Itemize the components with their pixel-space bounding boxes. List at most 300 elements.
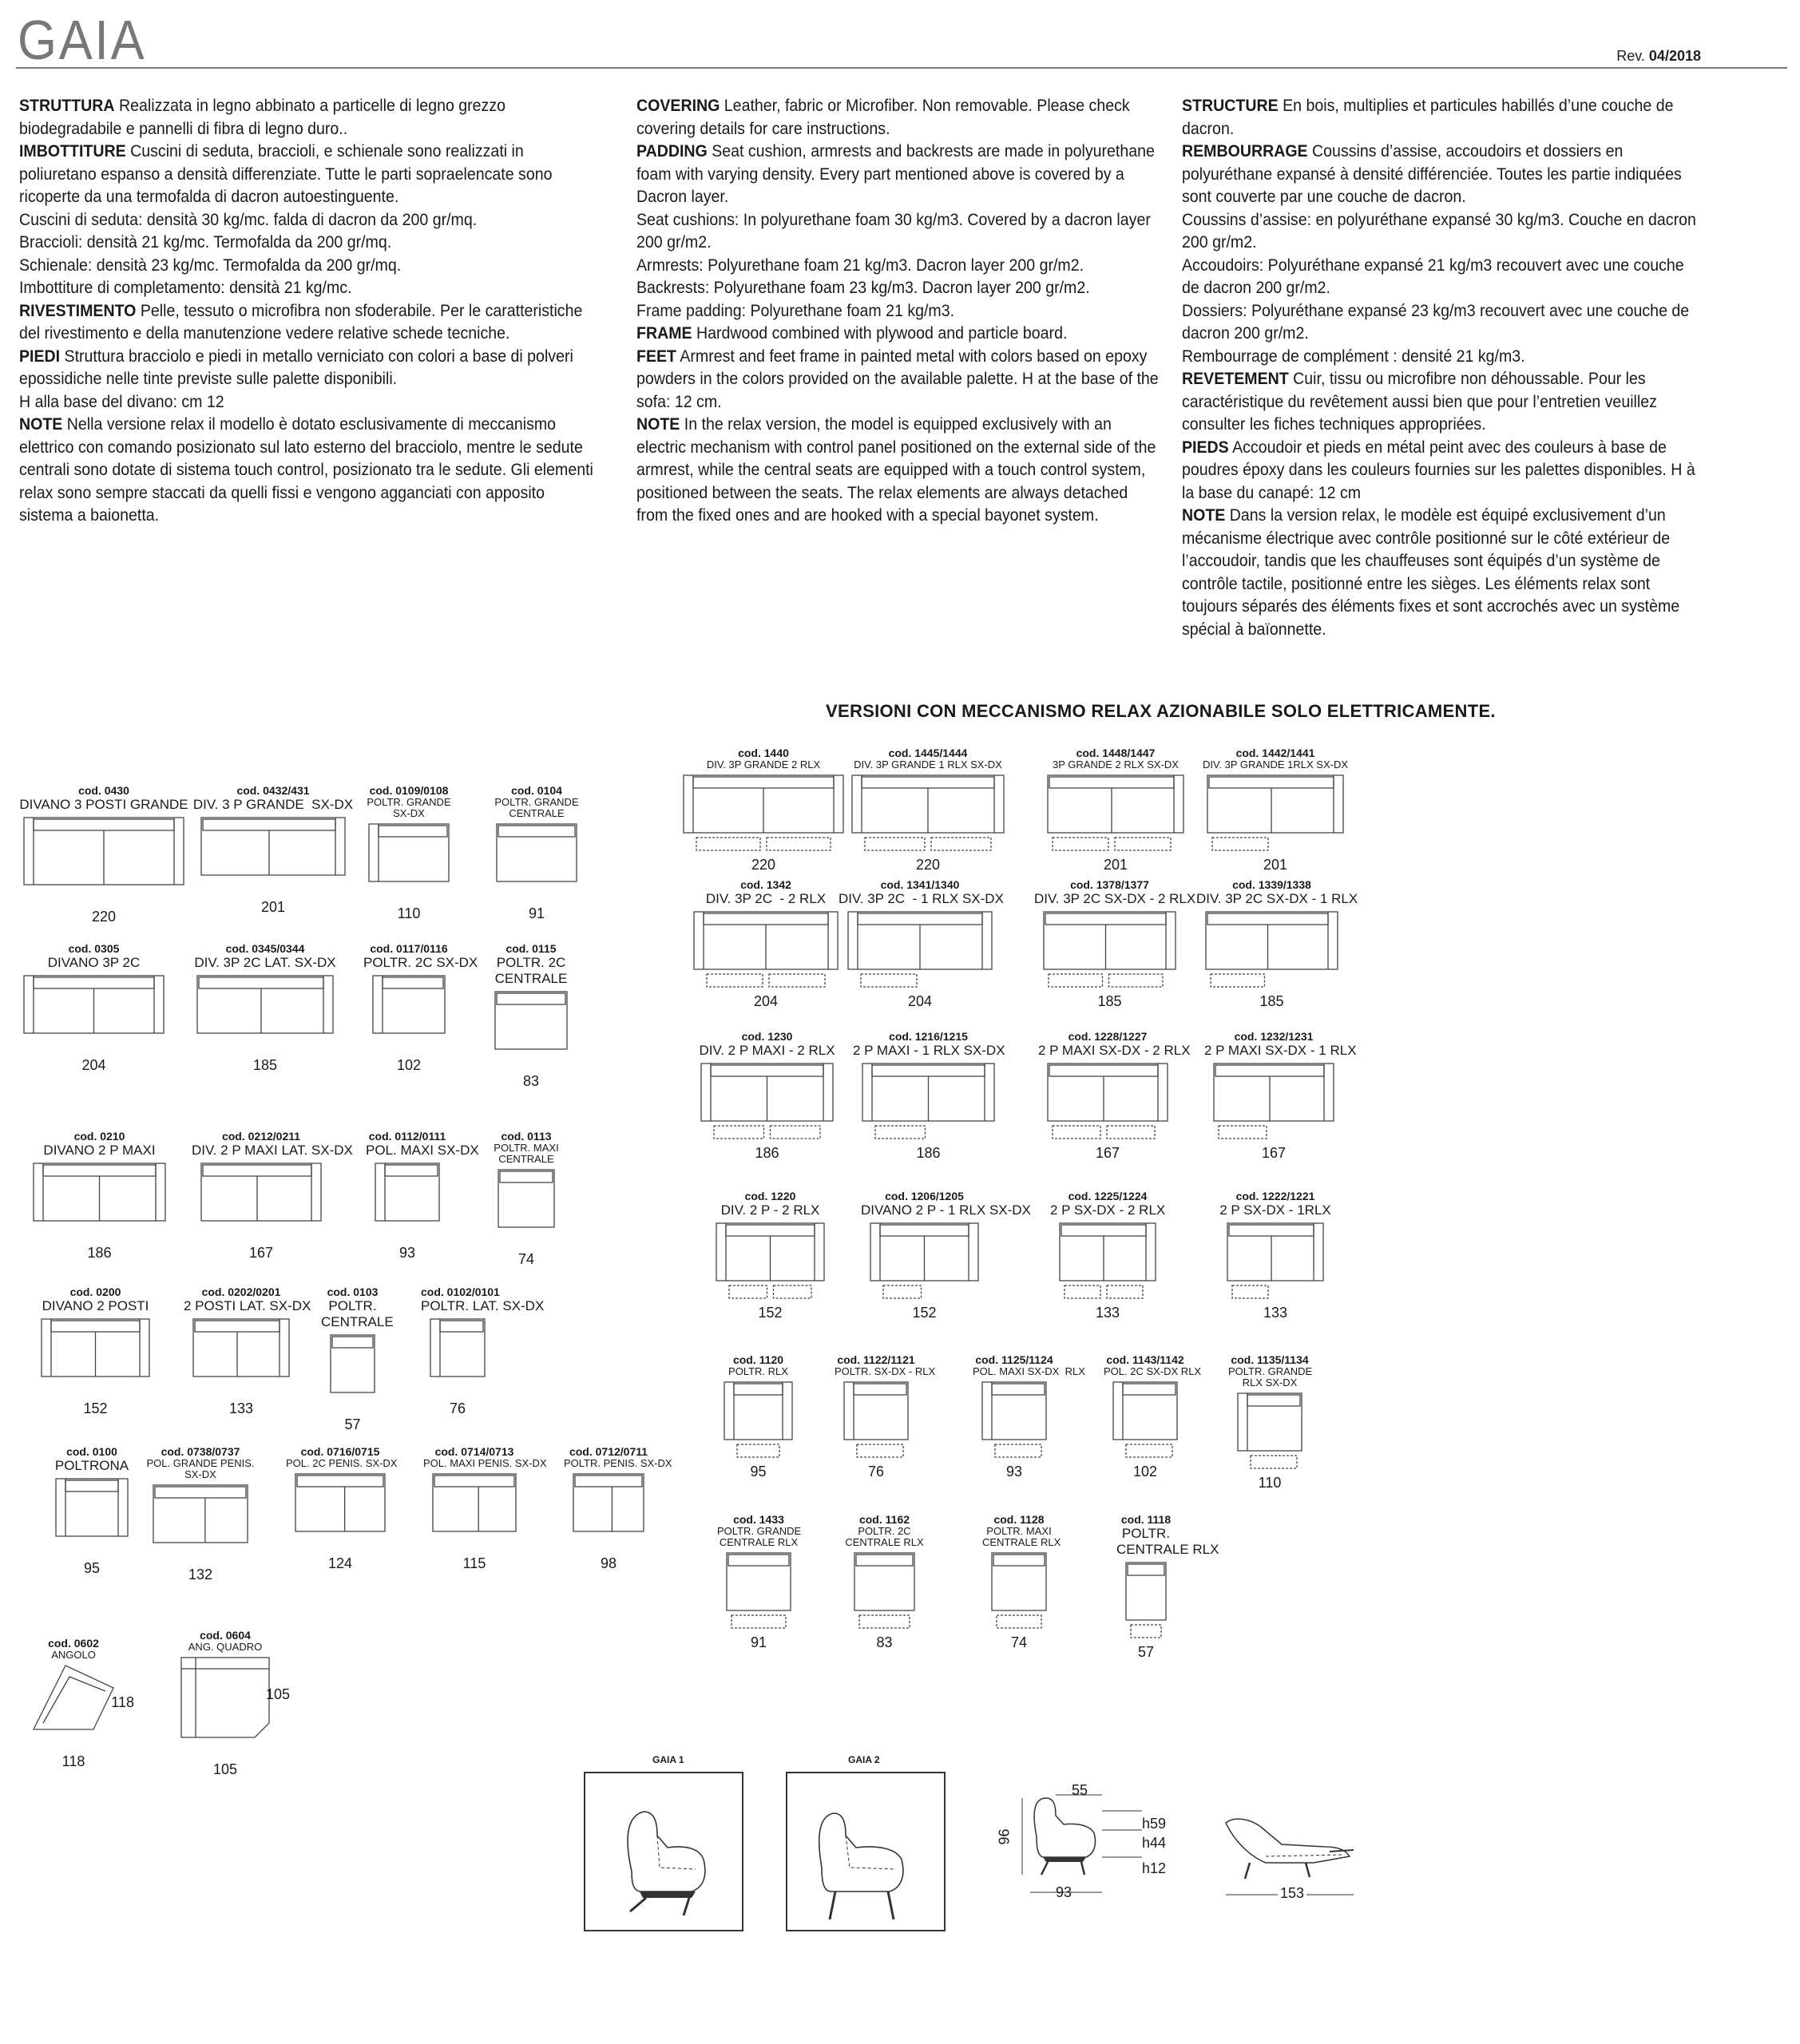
fixed-module [172, 1629, 290, 1778]
module-code: cod. 0430 [78, 784, 129, 797]
module-code: cod. 1232/1231 [1234, 1030, 1314, 1043]
module-code: cod. 1125/1124 [975, 1353, 1053, 1366]
module-description: POLTR. RLX [728, 1365, 788, 1377]
module-description: ANG. QUADRO [188, 1641, 263, 1653]
relax-module [845, 1513, 924, 1651]
fixed-module [192, 784, 355, 916]
paragraph [636, 322, 1160, 345]
relax-module [1196, 878, 1358, 1010]
module-code: cod. 0712/0711 [569, 1445, 648, 1458]
module-code: cod. 1228/1227 [1068, 1030, 1148, 1043]
fixed-module [363, 942, 478, 1074]
module-code: cod. 0716/0715 [300, 1445, 380, 1458]
fixed-module [14, 784, 193, 925]
paragraph-heading: REVETEMENT [1182, 369, 1289, 388]
fixed-module [144, 1445, 257, 1583]
module-width: 152 [83, 1400, 108, 1416]
french-description [1182, 94, 1705, 640]
module-width: 124 [327, 1555, 353, 1571]
paragraph-heading: NOTE [19, 414, 63, 434]
module-plan-icon [54, 1477, 129, 1559]
module-plan-icon [329, 1333, 376, 1415]
paragraph [19, 94, 595, 140]
module-code: cod. 0104 [511, 784, 562, 797]
module-width: 76 [449, 1400, 466, 1416]
module-code: cod. 0604 [200, 1629, 251, 1642]
module-description: POLTR. GRANDE SX-DX [367, 796, 451, 819]
module-width: 186 [755, 1145, 779, 1161]
relax-module [692, 1030, 843, 1162]
gaia2-chair-icon [786, 1772, 946, 1931]
module-code: cod. 1118 [1120, 1513, 1172, 1526]
fixed-module [24, 1637, 134, 1770]
module-description: 2 P SX-DX - 2 RLX [1050, 1202, 1166, 1218]
top-dim: 55 [1072, 1782, 1088, 1798]
module-plan-icon [981, 1380, 1048, 1462]
module-width: 83 [522, 1073, 540, 1089]
paragraph-text: Imbottiture di completamento: densità 21 kg/mc. [19, 278, 352, 297]
paragraph [636, 413, 1160, 527]
paragraph-text: Seat cushion, armrests and backrests are made in polyurethane foam with varying density. Every part mentioned above is covered by a Dacron layer. [636, 141, 1155, 206]
fixed-module [24, 1130, 175, 1262]
module-description: POL. MAXI SX-DX [366, 1143, 479, 1158]
module-width: 152 [912, 1305, 937, 1321]
module-plan-icon [40, 1317, 151, 1399]
module-width: 167 [1261, 1145, 1287, 1161]
module-description: POLTR. SX-DX - RLX [835, 1365, 936, 1377]
module-code: cod. 1220 [744, 1190, 796, 1202]
paragraph [1182, 367, 1705, 436]
module-plan-icon [294, 1472, 387, 1554]
paragraph-heading: FEET [636, 346, 677, 366]
module-plan-icon [32, 1162, 167, 1243]
module-plan-icon [494, 990, 569, 1072]
paragraph [1182, 208, 1705, 254]
module-description: DIVANO 2 P MAXI [43, 1143, 156, 1158]
paragraph-text: Seat cushions: In polyurethane foam 30 kg/m3. Covered by a dacron layer 200 gr/m2. [636, 209, 1151, 252]
module-width: 110 [1258, 1475, 1282, 1491]
module-plan-icon [1236, 1392, 1303, 1473]
paragraph [1182, 94, 1705, 140]
paragraph-heading: NOTE [636, 414, 680, 434]
fixed-module [192, 1130, 353, 1262]
paragraph-heading: RIVESTIMENTO [19, 300, 137, 320]
module-width: 201 [1263, 857, 1288, 873]
module-width: 118 [61, 1753, 85, 1769]
relax-module [1034, 878, 1196, 1010]
relax-module [707, 1190, 834, 1321]
module-code: cod. 1143/1142 [1106, 1353, 1184, 1366]
paragraph [1182, 504, 1705, 640]
relax-module [1218, 1190, 1333, 1321]
module-description: DIV. 3P 2C SX-DX - 2 RLX [1034, 891, 1196, 906]
height-dim: 96 [996, 1828, 1013, 1845]
module-width: 91 [528, 905, 545, 921]
paragraph-text: In the relax version, the model is equipped exclusively with an electric mechanism with control panel positioned on the external side of the armrest, while the central seats are equipped with a touch control system, positioned between the seats. The relax elements are always detached from the fixed ones and are hooked with a special bayonet system. [636, 414, 1156, 525]
module-width: 110 [397, 905, 421, 921]
module-plan-icon [32, 1664, 115, 1752]
paragraph [19, 345, 595, 390]
module-description: POLTR. LAT. SX-DX [421, 1298, 545, 1313]
paragraph-heading: NOTE [1182, 505, 1226, 525]
module-plan-icon [196, 974, 335, 1056]
fixed-module [46, 1445, 137, 1577]
module-code: cod. 0113 [501, 1130, 552, 1143]
relax-module [1228, 1353, 1311, 1491]
module-code: cod. 1433 [733, 1513, 784, 1526]
module-code: cod. 0115 [506, 942, 557, 955]
page-title: GAIA [18, 9, 147, 71]
relax-module [839, 878, 1004, 1010]
module-code: cod. 1440 [738, 747, 789, 759]
fixed-module [14, 942, 173, 1074]
module-width: 98 [600, 1555, 617, 1571]
module-code: cod. 0212/0211 [221, 1130, 301, 1143]
module-description: POL. MAXI PENIS. SX-DX [423, 1457, 547, 1469]
paragraph [1182, 436, 1705, 505]
module-plan-icon [429, 1317, 486, 1399]
module-width: 95 [83, 1560, 101, 1576]
module-width: 133 [228, 1400, 254, 1416]
module-description: 2 POSTI LAT. SX-DX [184, 1298, 311, 1313]
module-plan-icon [1124, 1561, 1168, 1642]
module-code: cod. 1162 [858, 1513, 910, 1526]
module-description: DIV. 3P GRANDE 2 RLX [706, 759, 821, 770]
module-description: DIV. 2 P - 2 RLX [720, 1202, 820, 1218]
module-code: cod. 1378/1377 [1070, 878, 1149, 891]
module-code: cod. 0200 [69, 1285, 121, 1298]
dimensioned-chair-icon [990, 1781, 1198, 1916]
module-description: DIV. 2 P MAXI LAT. SX-DX [192, 1143, 353, 1158]
paragraph-heading: STRUTTURA [19, 96, 115, 115]
module-plan-icon [723, 1380, 794, 1462]
module-description: POL. GRANDE PENIS. SX-DX [146, 1457, 255, 1480]
relax-module [717, 1513, 800, 1651]
module-width: 167 [248, 1245, 274, 1261]
relax-module [843, 747, 1013, 873]
paragraph [19, 254, 595, 277]
module-description: 2 P MAXI - 1 RLX SX-DX [853, 1043, 1005, 1058]
module-plan-icon [692, 910, 839, 992]
paragraph-heading: STRUCTURE [1182, 96, 1279, 115]
module-width: 204 [907, 993, 933, 1009]
module-width: 133 [1263, 1305, 1288, 1321]
module-width: 74 [1010, 1634, 1028, 1650]
fixed-module [421, 1285, 545, 1417]
module-width: 186 [87, 1245, 112, 1261]
module-description: POLTR. CENTRALE RLX [1116, 1526, 1219, 1557]
paragraph [19, 208, 595, 232]
module-description: POLTRONA [54, 1458, 129, 1473]
english-description [636, 94, 1160, 527]
paragraph-text: Coussins d’assise, accoudoirs et dossiers en polyuréthane expansé à densité différenciée. Toutes les partie indiquées sont couverte par une couche de dacron. [1182, 141, 1682, 206]
paragraph [1182, 140, 1705, 208]
paragraph-heading: COVERING [636, 96, 720, 115]
paragraph-heading: PIEDS [1182, 437, 1229, 457]
module-code: cod. 0714/0713 [434, 1445, 514, 1458]
module-description: DIV. 3P 2C - 2 RLX [705, 891, 827, 906]
module-description: POLTR. 2C SX-DX [363, 955, 478, 970]
module-plan-icon [22, 974, 165, 1056]
module-plan-icon [869, 1222, 980, 1303]
module-code: cod. 0100 [66, 1445, 117, 1458]
paragraph-text: Pelle, tessuto o microfibra non sfoderabile. Per le caratteristiche del rivestimento e della manutenzione vedere relative schede tecniche. [19, 300, 583, 343]
module-description: 2 P MAXI SX-DX - 1 RLX [1204, 1043, 1357, 1058]
module-width: 220 [91, 909, 117, 925]
dimension-profile [990, 1781, 1198, 1916]
module-plan-icon [497, 1168, 556, 1250]
relax-open-profile [1218, 1800, 1378, 1912]
module-code: cod. 0345/0344 [225, 942, 305, 955]
module-description: DIV. 3P 2C - 1 RLX SX-DX [839, 891, 1004, 906]
paragraph-text: Armrests: Polyurethane foam 21 kg/m3. Dacron layer 200 gr/m2. [636, 255, 1084, 275]
fixed-module [564, 1445, 672, 1572]
relax-module [853, 1030, 1004, 1162]
module-plan-icon [1112, 1380, 1179, 1462]
paragraph-text: Realizzata in legno abbinato a particelle di legno grezzo biodegradabile e pannelli di fibra di legno duro.. [19, 96, 506, 138]
paragraph-text: Leather, fabric or Microfiber. Non removable. Please check covering details for care instructions. [636, 96, 1130, 138]
module-plan-icon [152, 1483, 249, 1565]
module-description: DIV. 3P 2C LAT. SX-DX [194, 955, 336, 970]
fixed-module [366, 1130, 479, 1262]
relax-module [835, 1353, 936, 1480]
module-code: cod. 1339/1338 [1232, 878, 1311, 891]
relax-module [715, 1353, 802, 1480]
module-description: POL. MAXI SX-DX RLX [973, 1365, 1085, 1377]
relax-module [861, 1190, 1031, 1321]
module-description: DIV. 3P 2C SX-DX - 1 RLX [1196, 891, 1358, 906]
module-width: 91 [750, 1634, 767, 1650]
relax-module [1116, 1513, 1219, 1661]
paragraph [19, 276, 595, 299]
module-plan-icon [374, 1162, 441, 1243]
module-plan-icon [192, 1317, 291, 1399]
module-plan-icon [990, 1551, 1048, 1633]
relax-module [973, 1353, 1085, 1480]
module-description: POLTR. MAXI CENTRALE RLX [982, 1525, 1061, 1548]
paragraph [636, 254, 1160, 277]
module-width: 185 [252, 1057, 278, 1073]
paragraph-text: Cuscini di seduta: densità 30 kg/mc. falda di dacron da 200 gr/mq. [19, 209, 478, 229]
paragraph-text: Cuir, tissu ou microfibre non déhoussable. Pour les caractéristique du revêtement aussi bien que pour l’entretien veuillez consulter les fiches techniques appropriées. [1182, 369, 1657, 434]
module-width: 74 [517, 1251, 535, 1267]
module-width: 57 [1137, 1644, 1155, 1660]
depth-dim: 93 [1056, 1884, 1072, 1900]
module-code: cod. 1122/1121 [837, 1353, 915, 1366]
module-code: cod. 1448/1447 [1076, 747, 1156, 759]
paragraph-text: Backrests: Polyurethane foam 23 kg/m3. Dacron layer 200 gr/m2. [636, 278, 1090, 297]
relax-module [1038, 1030, 1191, 1162]
paragraph [636, 140, 1160, 208]
open-depth-dim: 153 [1278, 1885, 1306, 1902]
module-plan-icon [495, 822, 578, 904]
paragraph [636, 276, 1160, 299]
module-plan-icon [1042, 910, 1177, 992]
fixed-module [487, 784, 586, 922]
paragraph [19, 231, 595, 254]
module-code: cod. 0602 [48, 1637, 99, 1650]
relax-module [674, 747, 853, 873]
module-plan-icon [1046, 774, 1185, 855]
fixed-module [286, 1445, 398, 1572]
gaia1-chair-icon [584, 1772, 743, 1931]
paragraph-heading: PIEDI [19, 346, 61, 366]
paragraph [1182, 254, 1705, 299]
module-description: POLTR. PENIS. SX-DX [564, 1457, 672, 1469]
italian-description [19, 94, 595, 527]
module-plan-icon [200, 1162, 323, 1243]
paragraph-text: Struttura bracciolo e piedi in metallo verniciato con colori a base di polveri epossidiche nelle tinte previste sulle palette disponibili. [19, 346, 573, 388]
relax-module [1104, 1353, 1202, 1480]
module-width: 220 [915, 857, 941, 873]
module-width: 76 [867, 1464, 885, 1480]
module-width: 105 [212, 1761, 238, 1777]
module-width: 185 [1259, 993, 1284, 1009]
paragraph-text: Rembourrage de complément : densité 21 kg/m3. [1182, 346, 1525, 366]
fixed-module [188, 942, 343, 1074]
module-depth: 118 [111, 1694, 134, 1710]
module-description: DIVANO 2 P - 1 RLX SX-DX [861, 1202, 1031, 1218]
paragraph-text: Dossiers: Polyuréthane expansé 23 kg/m3 recouvert avec une couche de dacron 200 gr/m2. [1182, 300, 1690, 343]
module-description: DIVANO 2 POSTI [42, 1298, 149, 1313]
module-description: DIV. 2 P MAXI - 2 RLX [699, 1043, 835, 1058]
module-code: cod. 0102/0101 [421, 1285, 500, 1298]
module-plan-icon [371, 974, 446, 1056]
module-plan-icon [22, 816, 185, 907]
module-code: cod. 1230 [741, 1030, 793, 1043]
gaia1-profile [584, 1754, 743, 1938]
module-code: cod. 1442/1441 [1235, 747, 1315, 759]
module-plan-icon [846, 910, 993, 992]
module-description: POLTR. MAXI CENTRALE [494, 1142, 559, 1165]
paragraph-text: Cuscini di seduta, braccioli, e schienale sono realizzati in poliuretano espanso a densità differenziate. Tutte le parti sopraelencate sono ricoperte da una termofalda di dacron autoestinguente. [19, 141, 553, 206]
module-description: DIVANO 3P 2C [47, 955, 141, 970]
revision-label: Rev. 04/2018 [1616, 48, 1701, 64]
module-width: 132 [188, 1567, 213, 1583]
fixed-module [32, 1285, 159, 1417]
module-code: cod. 1206/1205 [885, 1190, 964, 1202]
paragraph [636, 208, 1160, 254]
module-plan-icon [572, 1472, 645, 1554]
paragraph [19, 299, 595, 345]
paragraph [1182, 345, 1705, 368]
module-plan-icon [843, 1380, 910, 1462]
module-description: POLTR. GRANDE CENTRALE RLX [717, 1525, 802, 1548]
paragraph [19, 390, 595, 414]
paragraph-heading: FRAME [636, 323, 692, 343]
module-plan-icon [1212, 1062, 1335, 1143]
module-code: cod. 1135/1134 [1231, 1353, 1309, 1366]
module-description: DIVANO 3 POSTI GRANDE [19, 797, 188, 812]
paragraph-text: Hardwood combined with plywood and particle board. [692, 323, 1068, 343]
module-code: cod. 0305 [68, 942, 120, 955]
module-code: cod. 1128 [993, 1513, 1045, 1526]
module-plan-icon [200, 816, 347, 897]
module-code: cod. 0210 [73, 1130, 125, 1143]
paragraph [636, 345, 1160, 414]
module-plan-icon [700, 1062, 835, 1143]
module-code: cod. 1216/1215 [889, 1030, 968, 1043]
module-description: DIV. 3P GRANDE 1 RLX SX-DX [854, 759, 1002, 770]
module-width: 201 [1103, 857, 1128, 873]
fixed-module [184, 1285, 311, 1417]
module-code: cod. 1222/1221 [1235, 1190, 1315, 1202]
module-description: POL. 2C PENIS. SX-DX [286, 1457, 398, 1469]
module-code: cod. 0112/0111 [368, 1130, 446, 1143]
module-plan-icon [850, 774, 1005, 855]
module-code: cod. 1342 [740, 878, 791, 891]
paragraph [636, 299, 1160, 323]
fixed-module [321, 1285, 394, 1433]
module-description: POL. 2C SX-DX RLX [1104, 1365, 1202, 1377]
fixed-module [423, 1445, 547, 1572]
module-code: cod. 0738/0737 [161, 1445, 240, 1458]
module-width: 204 [753, 993, 779, 1009]
relax-module [1204, 1030, 1357, 1162]
fixed-module [489, 1130, 564, 1268]
paragraph-heading: IMBOTTITURE [19, 141, 126, 160]
module-code: cod. 0117/0116 [370, 942, 448, 955]
paragraph-text: Braccioli: densità 21 kg/mc. Termofalda da 200 gr/mq. [19, 232, 392, 252]
paragraph-text: En bois, multiplies et particules habillés d’une couche de dacron. [1182, 96, 1674, 138]
paragraph-text: Armrest and feet frame in painted metal with colors based on epoxy powders in the colors provided on the available palette. H at the base of the sofa: 12 cm. [636, 346, 1159, 411]
module-description: DIV. 3P GRANDE 1RLX SX-DX [1202, 759, 1349, 770]
module-width: 204 [81, 1057, 106, 1073]
paragraph-text: Dans la version relax, le modèle est équipé exclusivement d’un mécanisme électrique avec contrôle positionné sur le côté extérieur de l’accoudoir, tandis que les chauffeuses sont équipés d’un système de contrôle tactile, positionné entre les sièges. Les éléments relax sont toujours séparés des éléments fixes et sont accrochés avec un système spécial à baïonnette. [1182, 505, 1680, 639]
module-width: 152 [758, 1305, 783, 1321]
gaia2-label: GAIA 2 [848, 1754, 880, 1765]
module-plan-icon [1206, 774, 1345, 855]
module-width: 83 [876, 1634, 893, 1650]
relax-module [1050, 1190, 1165, 1321]
paragraph-text: Accoudoir et pieds en métal peint avec des couleurs à base de poudres époxy dans les couleurs fournies sur les palettes disponibles. H à la base du canapé: 12 cm [1182, 437, 1695, 502]
module-plan-icon [1046, 1062, 1169, 1143]
module-description: 2 P SX-DX - 1RLX [1219, 1202, 1331, 1218]
module-code: cod. 1225/1224 [1068, 1190, 1148, 1202]
paragraph-text: H alla base del divano: cm 12 [19, 391, 224, 411]
module-width: 186 [916, 1145, 941, 1161]
module-description: POLTR. GRANDE CENTRALE [494, 796, 579, 819]
module-code: cod. 0109/0108 [369, 784, 449, 797]
module-width: 201 [260, 899, 286, 915]
module-width: 115 [462, 1555, 486, 1571]
module-width: 133 [1095, 1305, 1120, 1321]
relax-module [982, 1513, 1061, 1651]
h44-dim: h44 [1142, 1835, 1167, 1851]
paragraph [636, 94, 1160, 140]
module-plan-icon [861, 1062, 996, 1143]
module-description: DIV. 3 P GRANDE SX-DX [192, 797, 354, 812]
paragraph-text: Nella versione relax il modello è dotato esclusivamente di meccanismo elettrico con comando posizionato sul lato esterno del bracciolo, mentre le sedute centrali sono dotate di sistema touch control, posizionato tra le sedute. Gli elementi relax sono sempre staccati da quelli fissi e vengono agganciati con apposito sistema a baionetta. [19, 414, 593, 525]
module-width: 102 [1132, 1464, 1158, 1480]
module-width: 167 [1095, 1145, 1120, 1161]
relax-module [684, 878, 847, 1010]
module-depth: 105 [265, 1686, 290, 1702]
paragraph-text: Frame padding: Polyurethane foam 21 kg/m3. [636, 300, 955, 320]
fixed-module [486, 942, 577, 1090]
fixed-module [359, 784, 458, 922]
module-plan-icon [367, 822, 450, 904]
module-plan-icon [431, 1472, 517, 1554]
relax-versions-heading: VERSIONI CON MECCANISMO RELAX AZIONABILE SOLO ELETTRICAMENTE. [826, 701, 1496, 721]
h12-dim: h12 [1142, 1860, 1167, 1876]
module-width: 95 [750, 1464, 767, 1480]
paragraph-text: Coussins d’assise: en polyuréthane expansé 30 kg/m3. Couche en dacron 200 gr/m2. [1182, 209, 1696, 252]
gaia1-label: GAIA 1 [652, 1754, 684, 1765]
module-width: 220 [751, 857, 776, 873]
relax-module [1038, 747, 1193, 873]
module-code: cod. 0103 [327, 1285, 379, 1298]
